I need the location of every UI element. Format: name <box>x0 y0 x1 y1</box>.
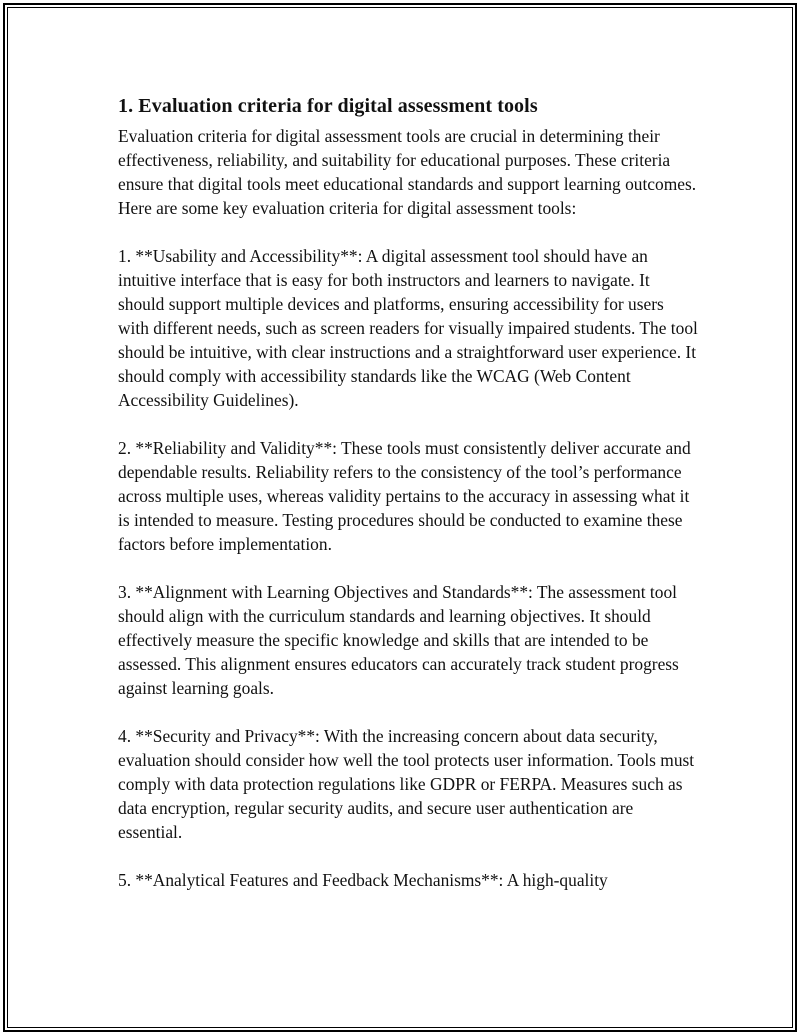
criterion-security-paragraph: 4. **Security and Privacy**: With the increasing concern about data security, evaluation should consider how well the tool protects user information. Tools must comply with data protection regulations like GDPR or FERPA. Measures such as data encryption, regular security audits, and secure user authentication are essential. <box>118 726 695 842</box>
criterion-usability-paragraph: 1. **Usability and Accessibility**: A digital assessment tool should have an intuitive interface that is easy for both instructors and learners to navigate. It should support multiple devices and platforms, ensuring accessibility for users with different needs, such as screen readers for visually impaired students. The tool should be intuitive, with clear instructions and a straightforward user experience. It should comply with accessibility standards like the WCAG (Web Content Accessibility Guidelines). <box>118 246 698 410</box>
document-body <box>118 92 698 916</box>
criterion-analytics-paragraph: 5. **Analytical Features and Feedback Mechanisms**: A high-quality <box>118 870 608 890</box>
criterion-reliability-paragraph: 2. **Reliability and Validity**: These tools must consistently deliver accurate and dependable results. Reliability refers to the consistency of the tool’s performance across multiple uses, whereas validity pertains to the accuracy in assessing what it is intended to measure. Testing procedures should be conducted to examine these factors before implementation. <box>118 438 691 554</box>
criterion-alignment-paragraph: 3. **Alignment with Learning Objectives and Standards**: The assessment tool should align with the curriculum standards and learning objectives. It should effectively measure the specific knowledge and skills that are intended to be assessed. This alignment ensures educators can accurately track student progress against learning goals. <box>118 582 679 698</box>
intro-paragraph: Evaluation criteria for digital assessment tools are crucial in determining their effectiveness, reliability, and suitability for educational purposes. These criteria ensure that digital tools meet educational standards and support learning outcomes. Here are some key evaluation criteria for digital assessment tools: <box>118 126 697 218</box>
section-heading: 1. Evaluation criteria for digital assessment tools <box>118 95 538 117</box>
